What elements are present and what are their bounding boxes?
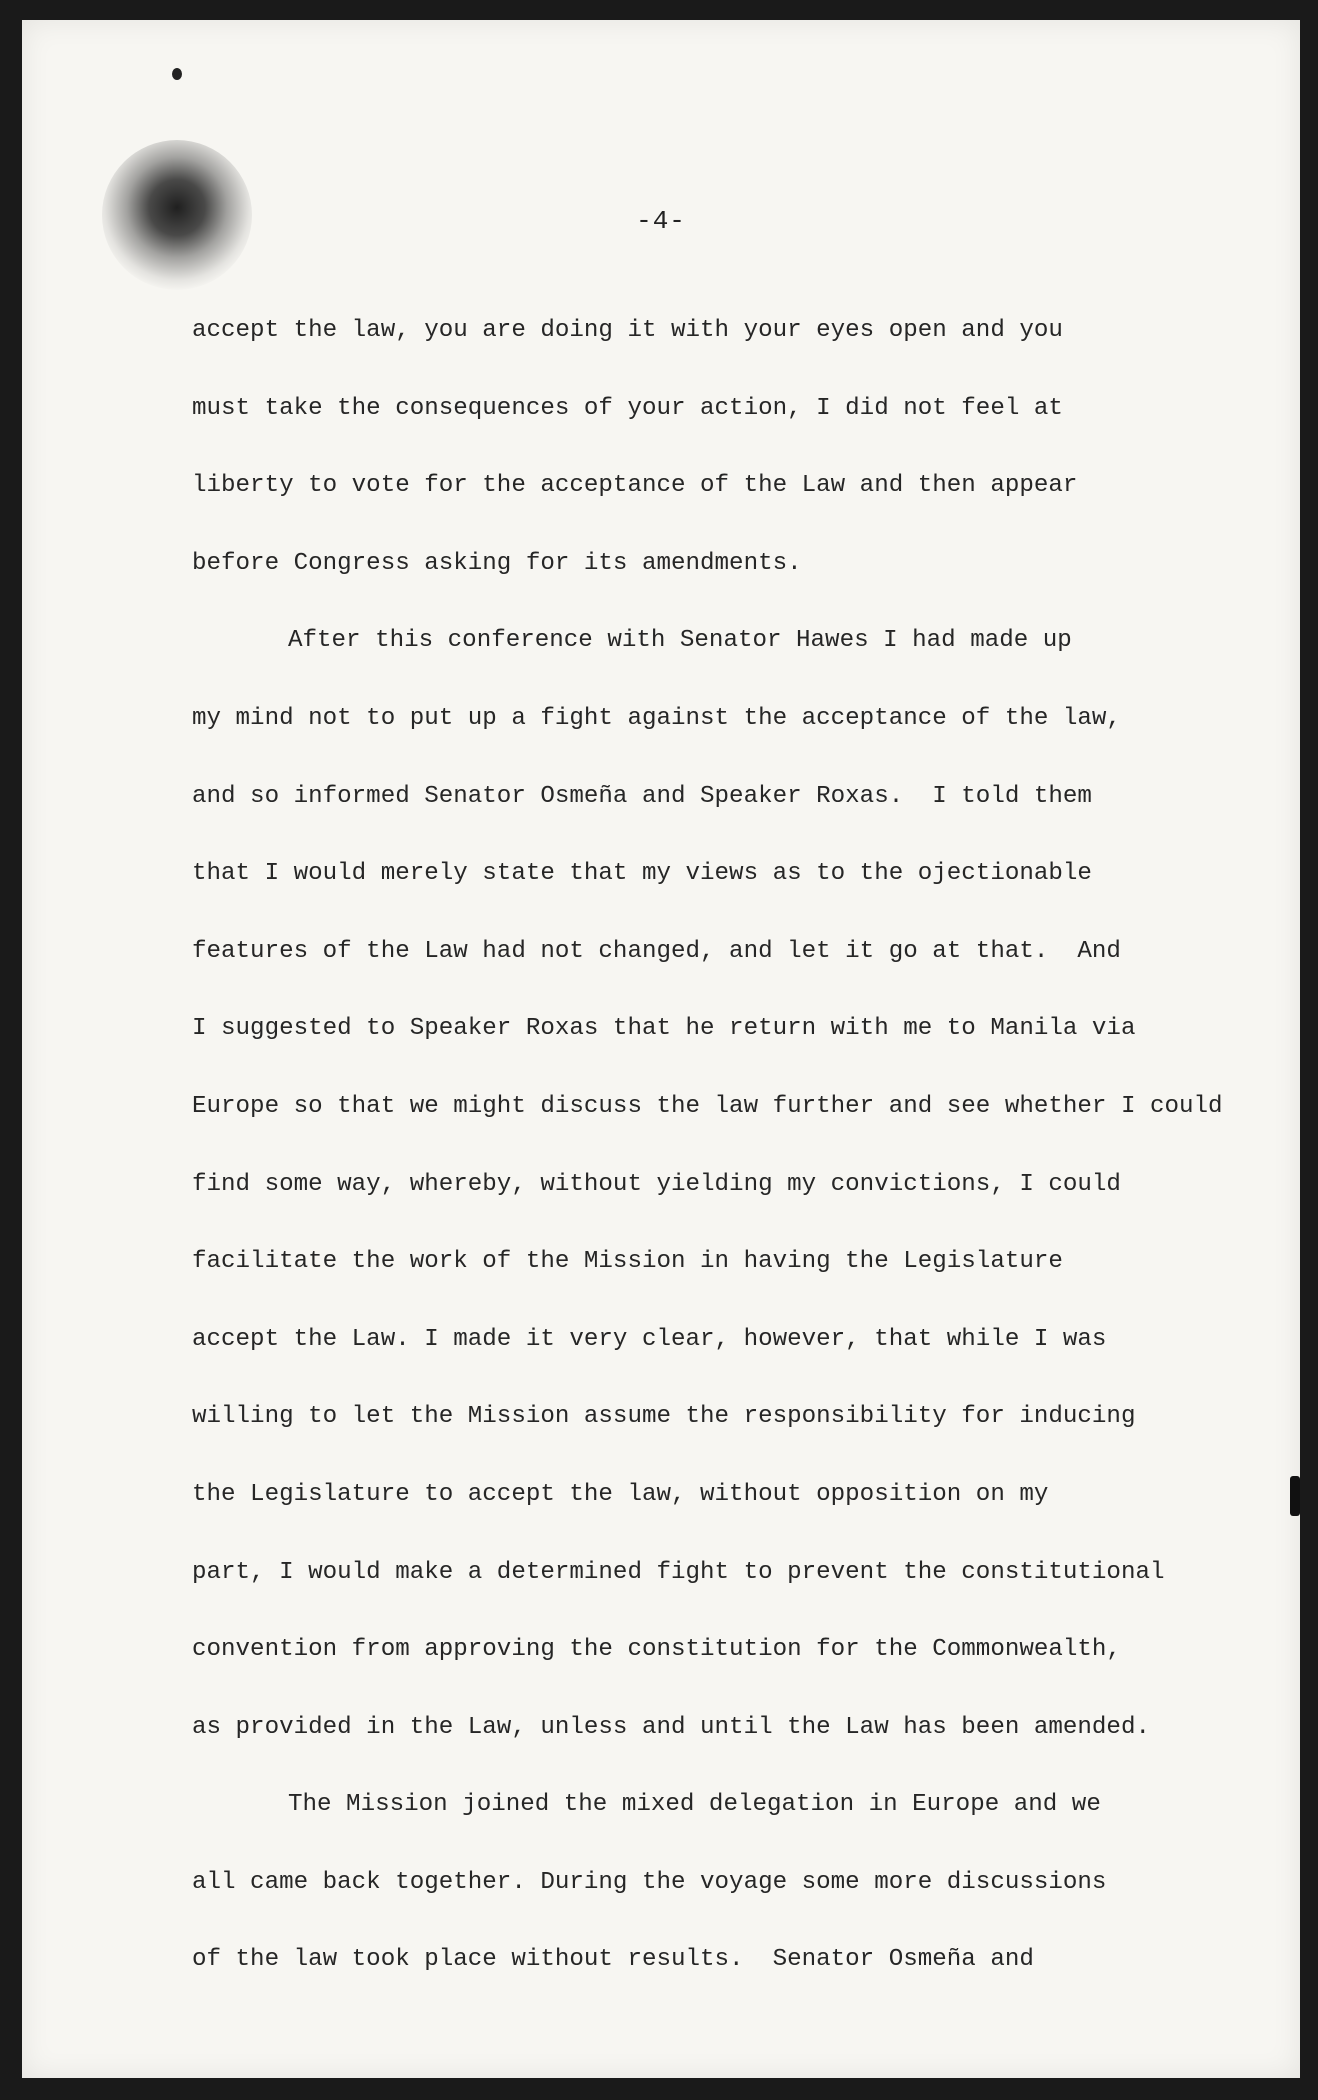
text-line: as provided in the Law, unless and until the Law has been amended. — [192, 1713, 1150, 1741]
text-line: find some way, whereby, without yielding my convictions, I could — [192, 1170, 1121, 1198]
text-line: my mind not to put up a fight against the acceptance of the law, — [192, 704, 1121, 732]
text-line: and so informed Senator Osmeña and Speaker Roxas. I told them — [192, 782, 1092, 810]
text-line: before Congress asking for its amendments. — [192, 549, 802, 577]
text-line: facilitate the work of the Mission in having the Legislature — [192, 1248, 1063, 1276]
typed-body-text — [192, 292, 1302, 1999]
text-line: I suggested to Speaker Roxas that he return with me to Manila via — [192, 1015, 1136, 1043]
text-line: convention from approving the constitution for the Commonwealth, — [192, 1636, 1121, 1664]
ink-dot — [172, 68, 182, 80]
page-edge-mark — [1290, 1476, 1300, 1516]
text-line: liberty to vote for the acceptance of the Law and then appear — [192, 472, 1078, 500]
document-page — [22, 20, 1300, 2078]
text-line: accept the law, you are doing it with your eyes open and you — [192, 317, 1063, 344]
paragraph-start-line: The Mission joined the mixed delegation in Europe and we — [288, 1791, 1101, 1819]
text-line: willing to let the Mission assume the responsibility for inducing — [192, 1403, 1136, 1431]
paragraph-start-line: After this conference with Senator Hawes I had made up — [288, 627, 1072, 655]
text-line: features of the Law had not changed, and let it go at that. And — [192, 937, 1121, 965]
text-line: part, I would make a determined fight to prevent the constitutional — [192, 1558, 1165, 1586]
text-line: accept the Law. I made it very clear, however, that while I was — [192, 1325, 1107, 1353]
text-line: that I would merely state that my views as to the ojectionable — [192, 860, 1092, 888]
text-line: must take the consequences of your action, I did not feel at — [192, 394, 1063, 422]
page-number: -4- — [636, 206, 686, 236]
text-line: the Legislature to accept the law, without opposition on my — [192, 1480, 1049, 1508]
text-line: of the law took place without results. Senator Osmeña and — [192, 1946, 1034, 1974]
text-line: Europe so that we might discuss the law further and see whether I could — [192, 1092, 1223, 1120]
text-line: all came back together. During the voyage some more discussions — [192, 1868, 1107, 1896]
